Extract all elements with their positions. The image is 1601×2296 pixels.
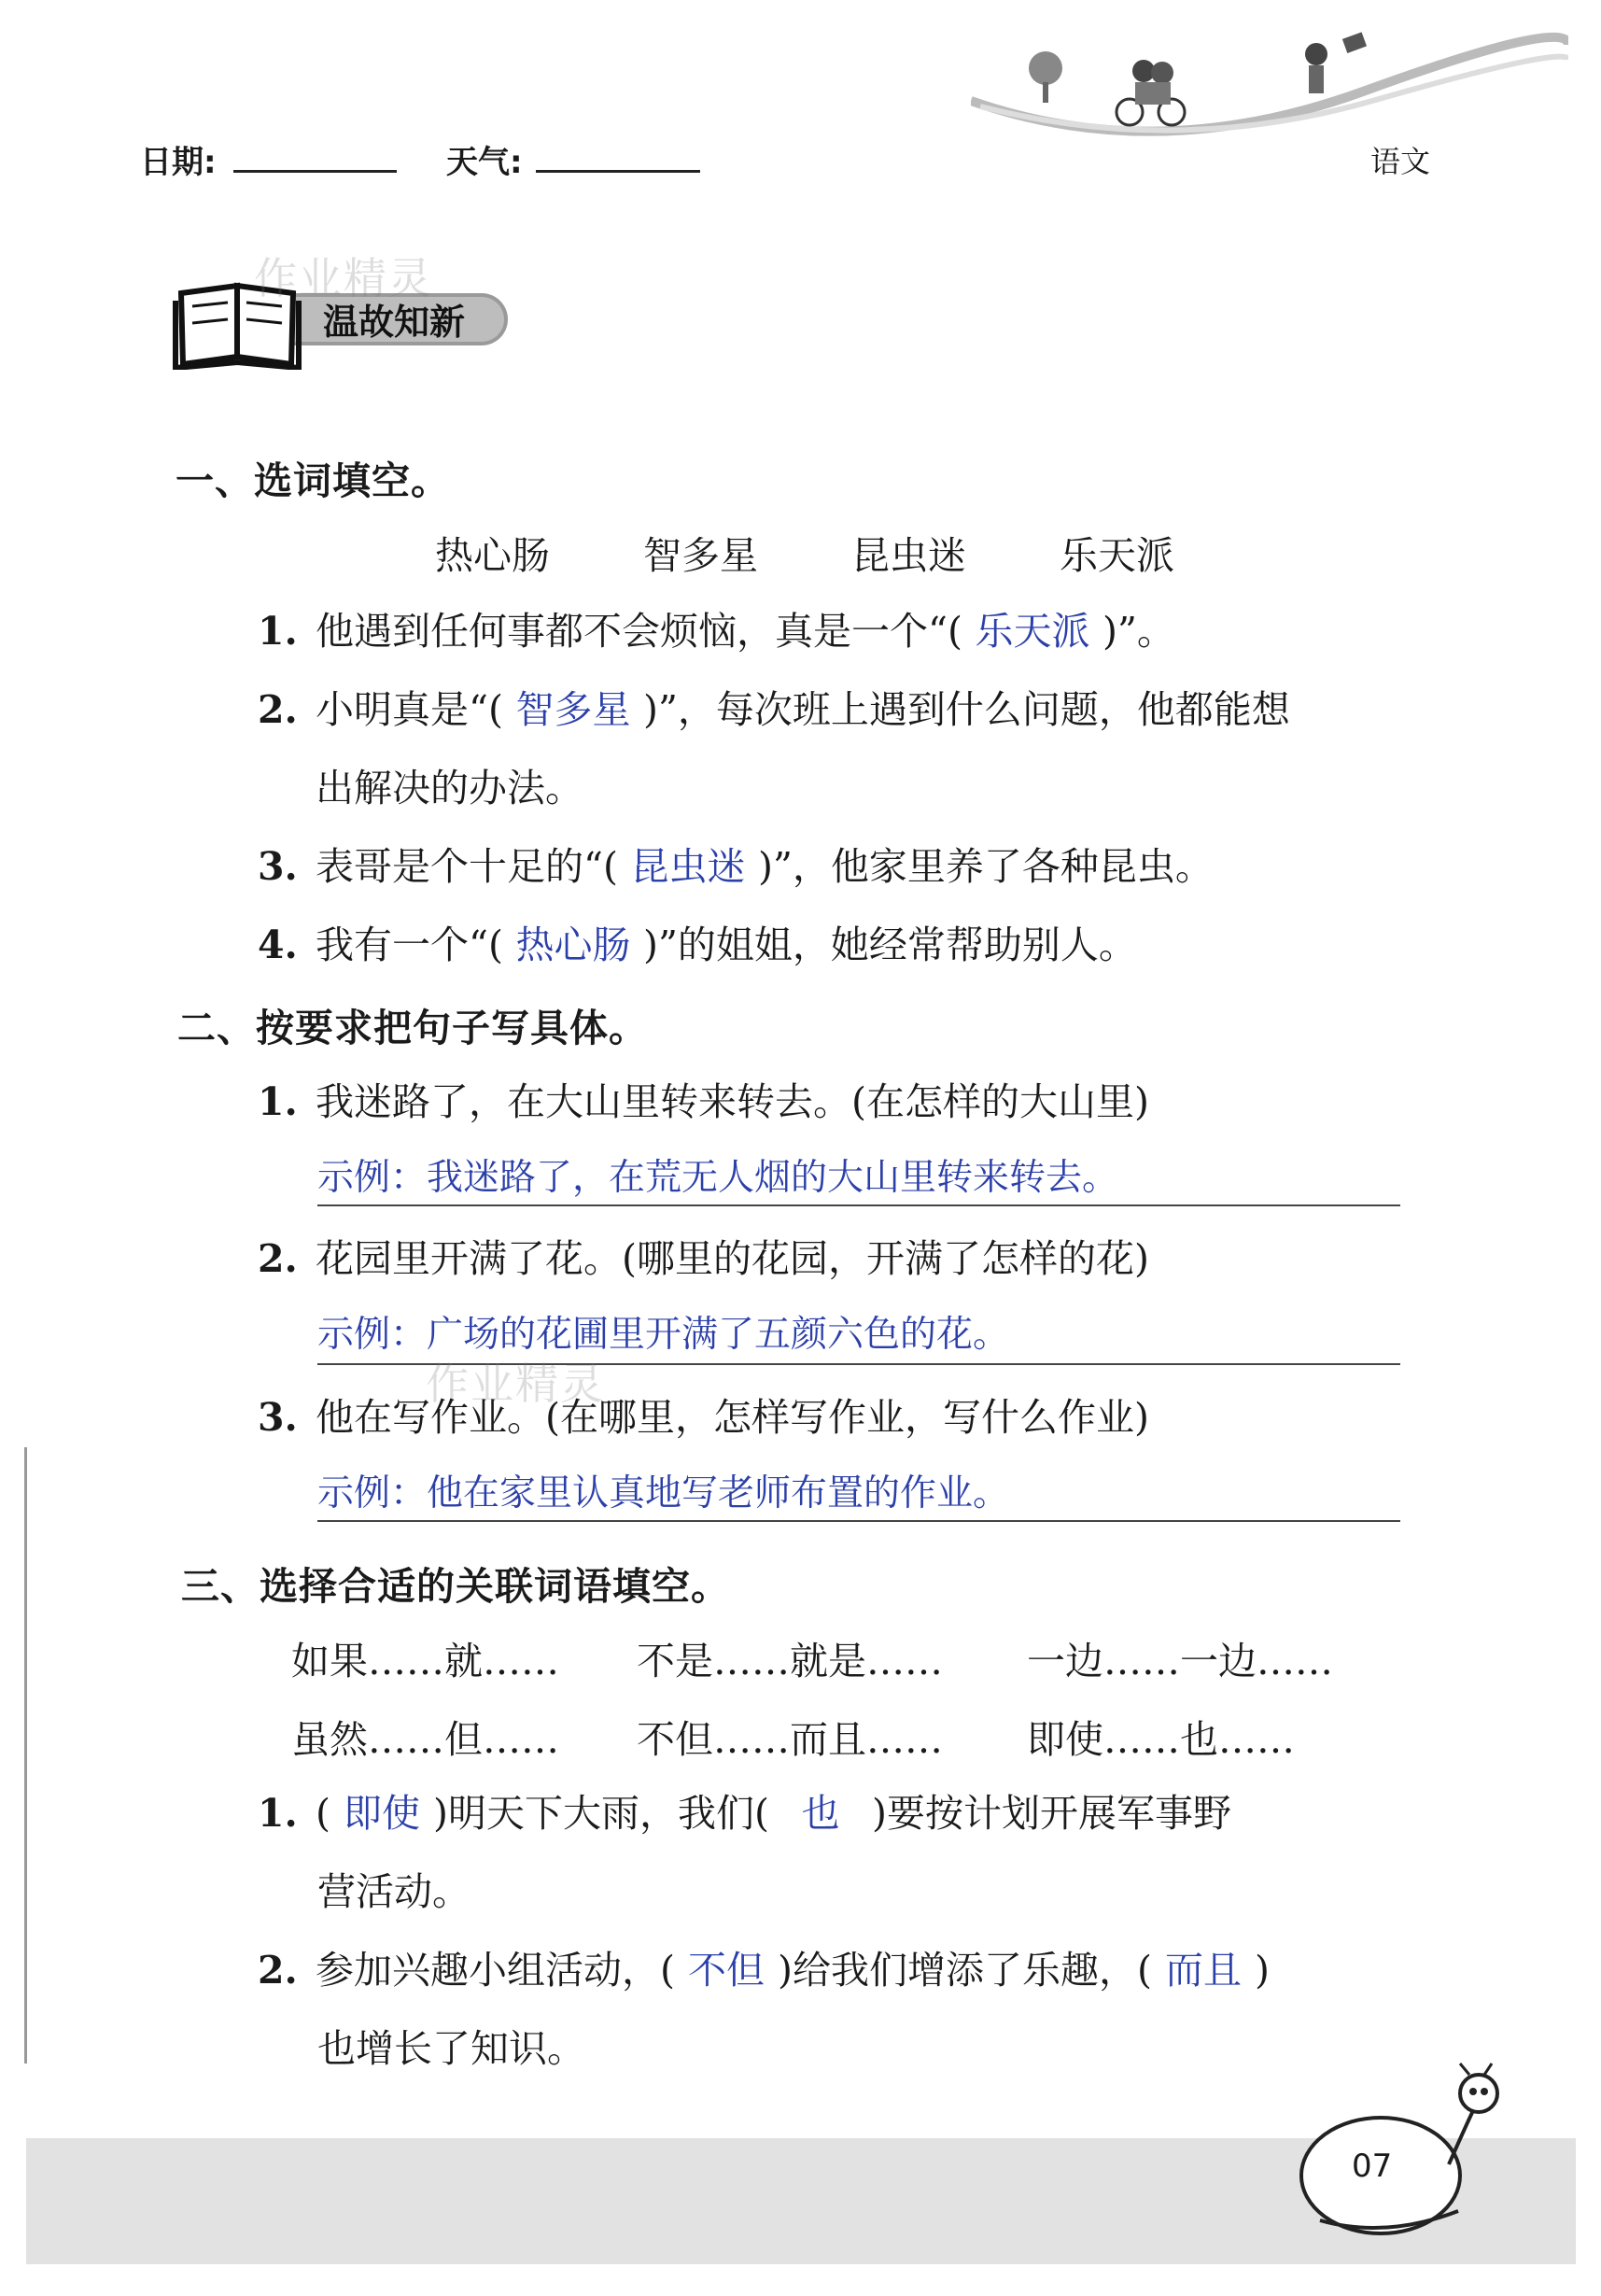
- section-2-title: 二、按要求把句子写具体。: [177, 1006, 648, 1050]
- conjunction-option: 一边……一边……: [1027, 1639, 1333, 1683]
- conjunction-option: 不但……而且……: [637, 1717, 943, 1762]
- word-bank-1: [435, 525, 1174, 580]
- question-1-1: 1. 他遇到任何事都不会烦恼，真是一个“( 乐天派 )”。: [258, 605, 1175, 657]
- question-1-4: 4. 我有一个“( 热心肠 )”的姐姐，她经常帮助别人。: [258, 919, 1137, 971]
- weather-field[interactable]: [536, 170, 700, 173]
- answer-1-4[interactable]: 热心肠: [515, 923, 631, 967]
- weather-label: 天气:: [446, 144, 523, 181]
- conjunction-row-1: [291, 1630, 1333, 1685]
- date-field[interactable]: [233, 170, 397, 173]
- word-option: 昆虫迷: [851, 533, 966, 578]
- question-1-3: 3. 表哥是个十足的“( 昆虫迷 )”，他家里养了各种昆虫。: [258, 840, 1214, 893]
- answer-2-2[interactable]: 示例：广场的花圃里开满了五颜六色的花。: [317, 1314, 1010, 1356]
- snail-icon: [1292, 2062, 1516, 2258]
- margin-line: [24, 1447, 27, 2064]
- question-3-1-cont: 营活动。: [317, 1869, 470, 1914]
- conjunction-option: 如果……就……: [291, 1639, 559, 1683]
- question-3-2: 2. 参加兴趣小组活动，( 不但 )给我们增添了乐趣，( 而且 ): [258, 1944, 1270, 1996]
- answer-3-1b[interactable]: 也: [801, 1791, 840, 1836]
- date-label: 日期:: [140, 144, 217, 181]
- word-option: 热心肠: [435, 533, 550, 578]
- question-3-1: 1. ( 即使 )明天下大雨，我们( 也 )要按计划开展军事野: [258, 1787, 1231, 1839]
- question-2-2: 2. 花园里开满了花。(哪里的花园，开满了怎样的花): [258, 1236, 1149, 1281]
- word-option: 智多星: [643, 533, 758, 578]
- conjunction-row-2: [291, 1709, 1295, 1764]
- question-2-3: 3. 他在写作业。(在哪里，怎样写作业，写什么作业): [258, 1395, 1149, 1440]
- answer-3-2a[interactable]: 不但: [688, 1948, 765, 1993]
- answer-3-2b[interactable]: 而且: [1165, 1948, 1242, 1993]
- answer-line-2-3: [317, 1520, 1400, 1522]
- section-3-title: 三、选择合适的关联词语填空。: [181, 1564, 730, 1609]
- answer-line-2-1: [317, 1204, 1400, 1206]
- answer-1-1[interactable]: 乐天派: [975, 609, 1090, 654]
- answer-2-1[interactable]: 示例：我迷路了，在荒无人烟的大山里转来转去。: [317, 1157, 1119, 1199]
- section-1-title: 一、选词填空。: [176, 458, 450, 503]
- answer-3-1a[interactable]: 即使: [344, 1791, 420, 1836]
- section-badge: 温故知新: [323, 301, 466, 343]
- question-1-2: 2. 小明真是“( 智多星 )”，每次班上遇到什么问题，他都能想: [258, 683, 1290, 736]
- watermark-top: 作业精灵: [254, 253, 433, 303]
- word-option: 乐天派: [1060, 533, 1174, 578]
- watermark-middle: 作业精灵: [426, 1359, 605, 1409]
- conjunction-option: 虽然……但……: [291, 1717, 559, 1762]
- answer-2-3[interactable]: 示例：他在家里认真地写老师布置的作业。: [317, 1472, 1010, 1514]
- page-number: 07: [1352, 2148, 1393, 2185]
- answer-1-2[interactable]: 智多星: [515, 687, 631, 732]
- conjunction-option: 即使……也……: [1027, 1717, 1295, 1762]
- question-2-1: 1. 我迷路了，在大山里转来转去。(在怎样的大山里): [258, 1079, 1149, 1124]
- answer-1-3[interactable]: 昆虫迷: [630, 844, 746, 889]
- question-3-2-cont: 也增长了知识。: [317, 2026, 585, 2071]
- header-illustration: [971, 26, 1568, 138]
- conjunction-option: 不是……就是……: [637, 1639, 943, 1683]
- subject-label: 语文: [1370, 144, 1431, 179]
- question-1-2-cont: 出解决的办法。: [316, 766, 583, 810]
